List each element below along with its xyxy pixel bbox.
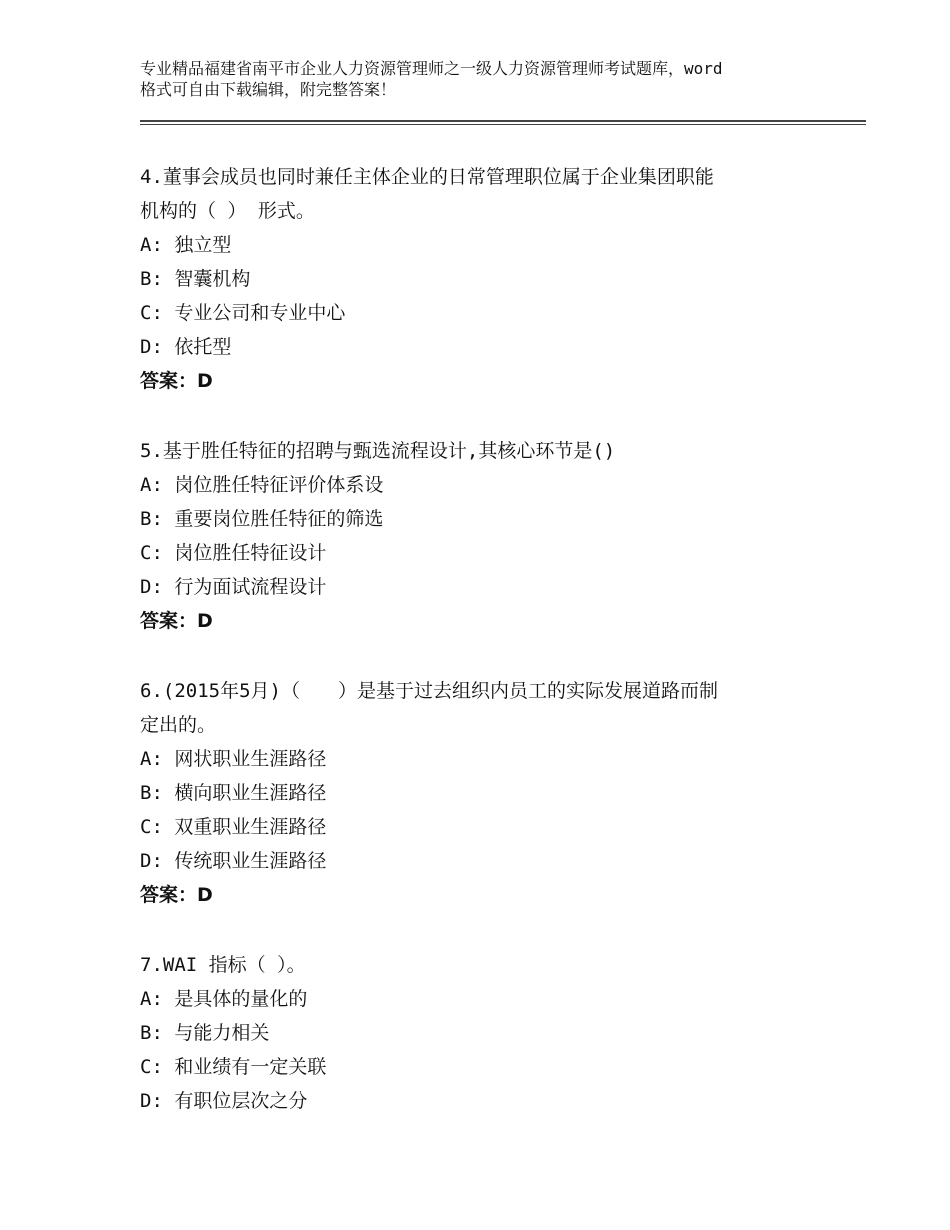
answer-label: 答案：D — [140, 884, 213, 906]
option-d: D: 依托型 — [140, 336, 232, 358]
question-stem-continued: 定出的。 — [140, 714, 217, 736]
option-a: A: 网状职业生涯路径 — [140, 748, 327, 770]
option-c: C: 专业公司和专业中心 — [140, 302, 346, 324]
option-c: C: 岗位胜任特征设计 — [140, 542, 327, 564]
option-d: D: 传统职业生涯路径 — [140, 850, 327, 872]
question-5 — [140, 434, 830, 638]
question-stem: 5.基于胜任特征的招聘与甄选流程设计,其核心环节是() — [140, 440, 616, 462]
header-line-2: 格式可自由下载编辑，附完整答案！ — [140, 80, 397, 99]
question-stem: 6.(2015年5月)（ ）是基于过去组织内员工的实际发展道路而制 — [140, 680, 718, 702]
answer-label: 答案：D — [140, 370, 213, 392]
option-c: C: 和业绩有一定关联 — [140, 1056, 327, 1078]
question-stem: 4.董事会成员也同时兼任主体企业的日常管理职位属于企业集团职能 — [140, 166, 714, 188]
option-c: C: 双重职业生涯路径 — [140, 816, 327, 838]
header-divider-thick — [140, 120, 866, 122]
option-b: B: 横向职业生涯路径 — [140, 782, 327, 804]
question-stem-continued: 机构的（ ） 形式。 — [140, 200, 315, 222]
option-b: B: 与能力相关 — [140, 1022, 270, 1044]
header-line-1: 专业精品福建省南平市企业人力资源管理师之一级人力资源管理师考试题库，word — [140, 59, 723, 78]
question-7 — [140, 948, 830, 1118]
question-list — [140, 160, 830, 1154]
question-stem: 7.WAI 指标（ ）。 — [140, 954, 306, 976]
document-header — [140, 58, 830, 100]
option-a: A: 是具体的量化的 — [140, 988, 308, 1010]
option-a: A: 岗位胜任特征评价体系设 — [140, 474, 384, 496]
option-b: B: 智囊机构 — [140, 268, 251, 290]
option-d: D: 行为面试流程设计 — [140, 576, 327, 598]
option-a: A: 独立型 — [140, 234, 232, 256]
answer-label: 答案：D — [140, 610, 213, 632]
option-b: B: 重要岗位胜任特征的筛选 — [140, 508, 384, 530]
header-divider-thin — [140, 124, 866, 125]
question-6 — [140, 674, 830, 912]
option-d: D: 有职位层次之分 — [140, 1090, 308, 1112]
question-4 — [140, 160, 830, 398]
